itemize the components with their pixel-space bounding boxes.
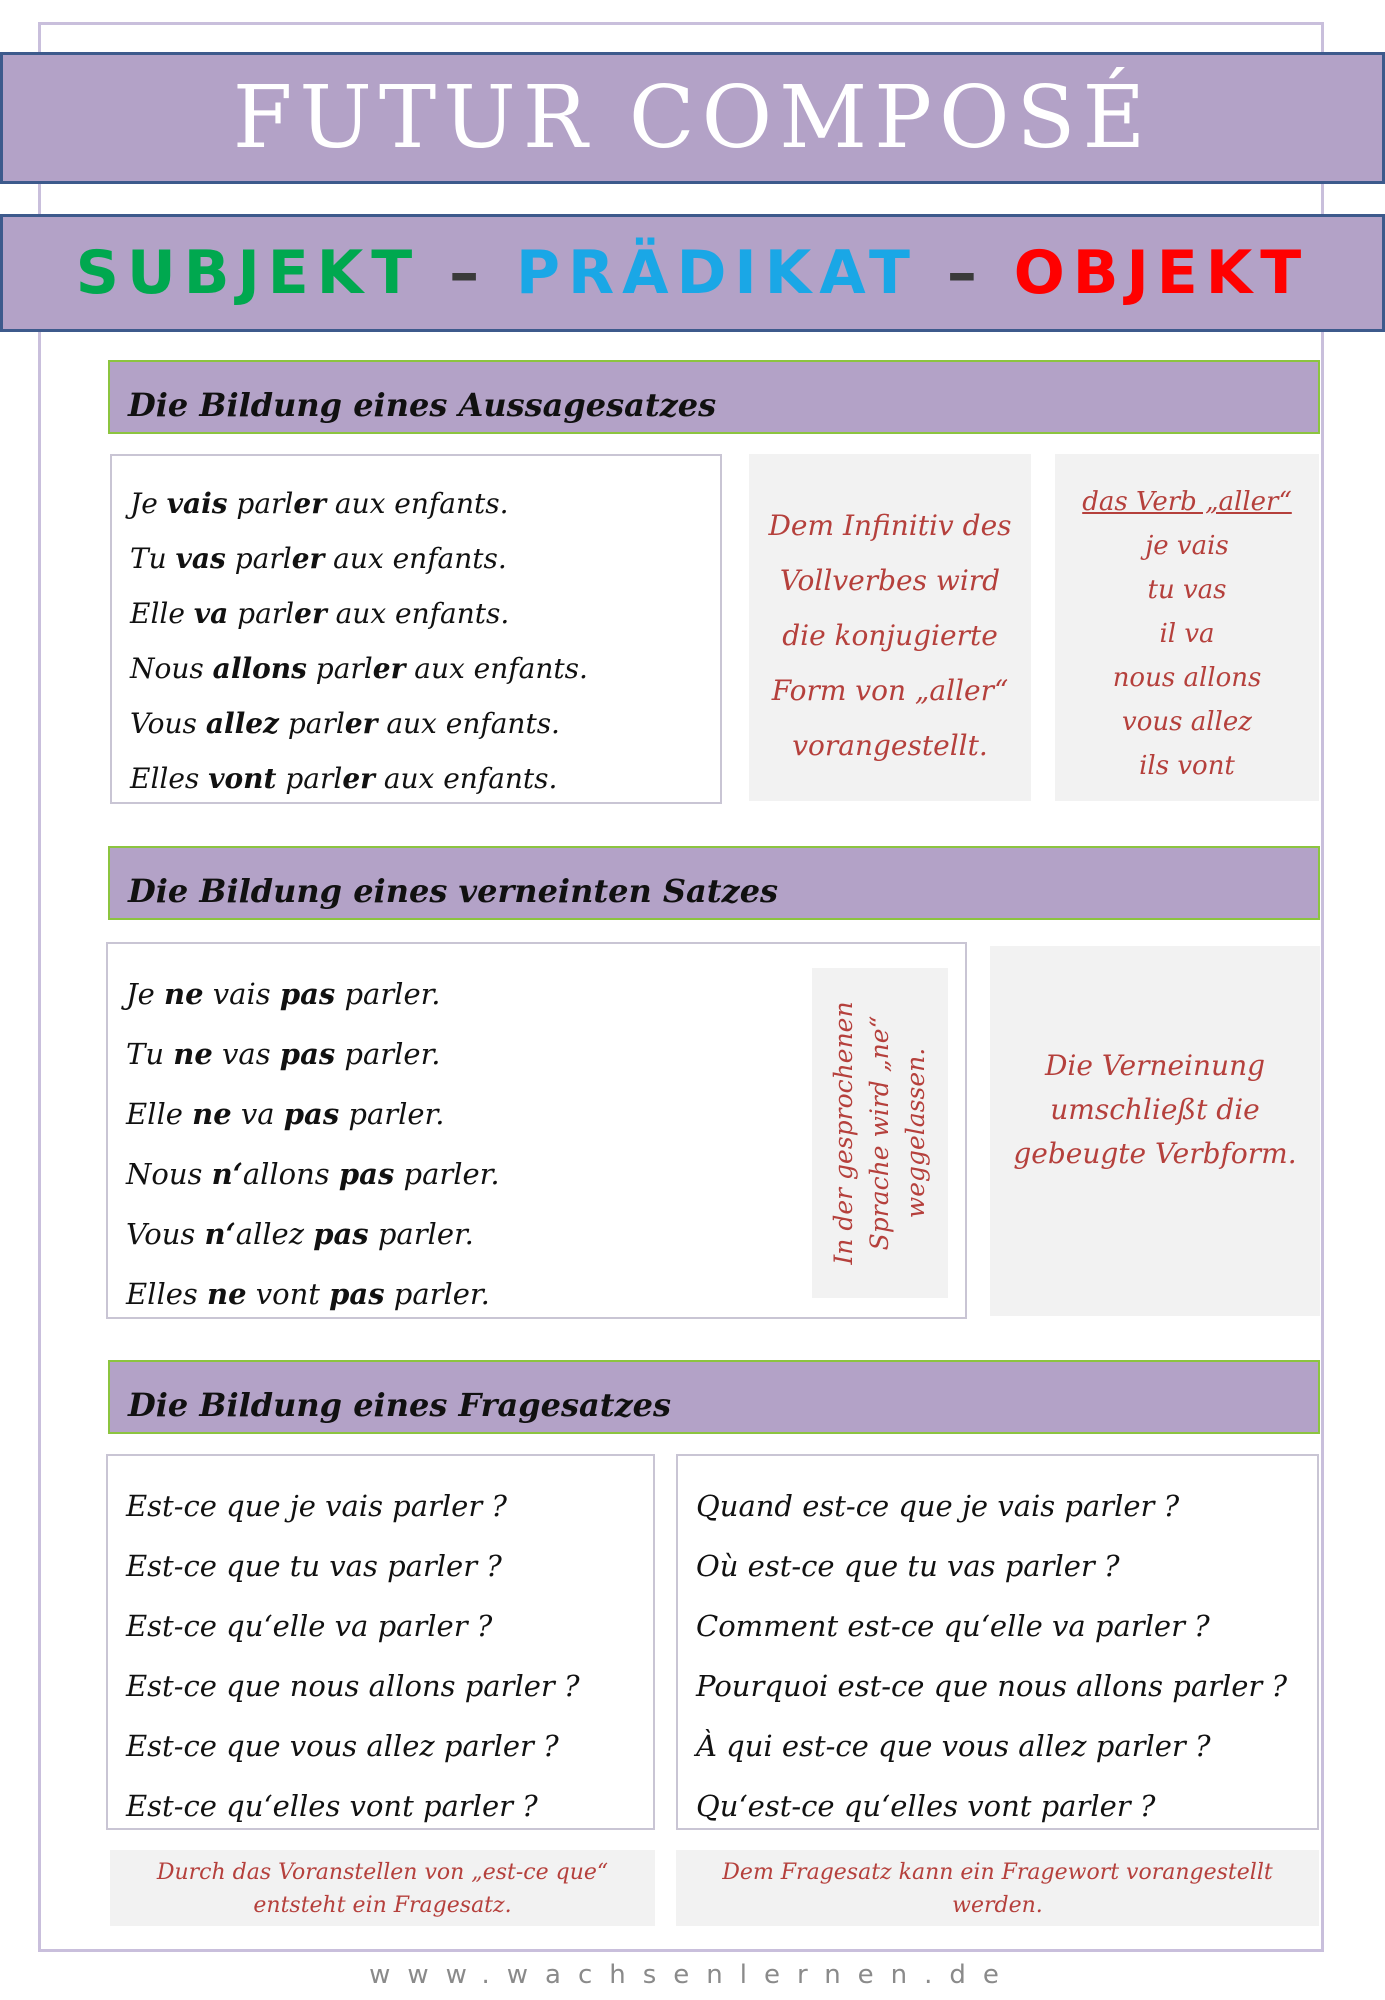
conjugated-aller: allons [212,652,307,685]
note-line: Dem Infinitiv des [768,509,1012,542]
note-line: umschließt die [1050,1093,1260,1126]
infinitive: parler. [344,977,441,1011]
infinitive-note [749,454,1031,801]
note-line: Vollverbes wird [779,564,1001,597]
note-line: vorangestellt. [792,729,988,762]
statement-sentence [130,641,720,696]
negation-ne: ne [206,1277,247,1311]
negation-ne: ne [164,977,204,1011]
page-title: FUTUR COMPOSÉ [232,68,1153,168]
subject-label: SUBJEKT [75,238,421,308]
question-sentence: Est-ce que je vais parler ? [126,1489,507,1523]
conjugated-aller: allons [242,1157,330,1191]
section-heading-question: Die Bildung eines Fragesatzes [108,1360,1320,1434]
infinitive: parler. [403,1157,500,1191]
question-word-note [676,1850,1319,1926]
verb-aller-table [1055,454,1319,801]
verb-form: tu vas [1147,575,1227,605]
pronoun: Elles [126,1277,198,1311]
title-banner [0,52,1385,184]
statement-sentence [130,751,720,806]
question-sentence-list [126,1476,653,1836]
negation-pas: pas [329,1277,385,1311]
conjugated-aller: va [193,597,229,630]
question-sentence: Est-ce que nous allons parler ? [126,1669,580,1703]
question-word-sentence: À qui est-ce que vous allez parler ? [696,1729,1211,1763]
statement-sentence [130,586,720,641]
side-note-line: weggelassen. [901,1047,930,1219]
spoken-language-note-text [826,968,934,1298]
verb-form: il va [1159,619,1215,649]
infinitive-note-text [749,498,1031,773]
statement-examples-box [110,454,722,804]
section-heading-statement: Die Bildung eines Aussagesatzes [108,360,1320,434]
verb-form: ils vont [1139,751,1235,781]
pronoun: Je [130,487,158,520]
infinitive: parler. [393,1277,490,1311]
dash-separator: – [946,238,985,308]
conjugated-aller: allez [235,1217,304,1251]
infinitive-stem: parl [234,542,292,575]
est-ce-que-note [110,1850,655,1926]
negation-note [990,946,1320,1316]
question-word-sentence: Qu‘est-ce qu‘elles vont parler ? [696,1789,1156,1823]
question-word-sentence: Pourquoi est-ce que nous allons parler ? [696,1669,1288,1703]
question-word-sentence: Comment est-ce qu‘elle va parler ? [696,1609,1210,1643]
pronoun: Tu [126,1037,165,1071]
infinitive-ending: er [342,762,375,795]
conjugated-aller: vas [175,542,226,575]
question-sentence: Est-ce qu‘elle va parler ? [126,1609,493,1643]
pronoun: Nous [126,1157,203,1191]
website-footer: www.wachsenlernen.de [369,1960,1016,1990]
infinitive-stem: parl [287,707,345,740]
verb-form: nous allons [1112,663,1262,693]
question-sentence: Est-ce que vous allez parler ? [126,1729,559,1763]
statement-sentence [130,531,720,586]
negation-ne: n‘ [211,1157,243,1191]
negation-pas: pas [338,1157,395,1191]
statement-sentence [130,476,720,531]
pronoun: Vous [126,1217,196,1251]
infinitive: parler. [344,1037,441,1071]
verb-aller-forms [1055,524,1319,788]
verb-form: je vais [1145,531,1229,561]
spoken-language-note [812,968,948,1298]
infinitive-stem: parl [285,762,343,795]
infinitive-stem: parl [315,652,373,685]
infinitive-ending: er [372,652,406,685]
negation-ne: n‘ [204,1217,236,1251]
negation-ne: ne [192,1097,232,1131]
question-examples-box [106,1454,655,1830]
note-line: die konjugierte [782,619,998,652]
object-label: OBJEKT [1013,238,1310,308]
infinitive-ending: er [294,597,327,630]
pronoun: Elles [130,762,200,795]
conjugated-aller: allez [205,707,279,740]
infinitive-stem: parl [237,597,295,630]
sentence-rest: aux enfants. [414,652,588,685]
question-sentence: Est-ce que tu vas parler ? [126,1549,502,1583]
sentence-rest: aux enfants. [386,707,560,740]
statement-sentence [130,696,720,751]
negation-note-text [990,1044,1320,1176]
question-sentence: Est-ce qu‘elles vont parler ? [126,1789,538,1823]
note-line: werden. [952,1893,1043,1918]
question-word-sentence-list [696,1476,1317,1836]
infinitive: parler. [348,1097,445,1131]
side-note-line: Sprache wird „ne“ [865,1015,894,1251]
note-line: entsteht ein Fragesatz. [253,1893,512,1918]
verb-aller-heading: das Verb „aller“ [1082,487,1292,517]
side-note-line: In der gesprochenen [829,1001,858,1265]
conjugated-aller: vont [208,762,277,795]
infinitive-stem: parl [236,487,294,520]
question-word-sentence: Où est-ce que tu vas parler ? [696,1549,1120,1583]
predicate-label: PRÄDIKAT [515,238,918,308]
negation-ne: ne [173,1037,213,1071]
note-line: Dem Fragesatz kann ein Fragewort vorangestellt [722,1860,1273,1885]
pronoun: Elle [130,597,185,630]
negation-pas: pas [279,1037,336,1071]
pronoun: Elle [126,1097,183,1131]
sentence-rest: aux enfants. [334,487,509,520]
est-ce-que-note-text [110,1856,655,1922]
sentence-rest: aux enfants. [383,762,558,795]
verb-form: vous allez [1122,707,1252,737]
section-heading-negation: Die Bildung eines verneinten Satzes [108,846,1320,920]
pronoun: Nous [130,652,204,685]
negation-pas: pas [313,1217,369,1251]
negation-pas: pas [283,1097,340,1131]
conjugated-aller: vont [255,1277,320,1311]
question-word-note-text [676,1856,1319,1922]
note-line: Durch das Voranstellen von „est-ce que“ [156,1860,609,1885]
note-line: gebeugte Verbform. [1013,1137,1297,1170]
dash-separator: – [449,238,488,308]
pronoun: Tu [130,542,167,575]
pronoun: Je [126,977,155,1011]
negation-pas: pas [279,977,336,1011]
note-line: Form von „aller“ [771,674,1009,707]
statement-sentence-list [130,476,720,806]
infinitive-ending: er [344,707,378,740]
infinitive-ending: er [293,487,326,520]
conjugated-aller: vais [166,487,228,520]
question-word-sentence: Quand est-ce que je vais parler ? [696,1489,1180,1523]
conjugated-aller: vas [222,1037,271,1071]
subtitle-banner [0,214,1385,332]
sentence-rest: aux enfants. [335,597,510,630]
note-line: Die Verneinung [1044,1049,1266,1082]
conjugated-aller: vais [212,977,271,1011]
pronoun: Vous [130,707,197,740]
question-word-examples-box [676,1454,1319,1830]
infinitive-ending: er [291,542,325,575]
conjugated-aller: va [240,1097,275,1131]
infinitive: parler. [377,1217,474,1251]
sentence-rest: aux enfants. [333,542,507,575]
